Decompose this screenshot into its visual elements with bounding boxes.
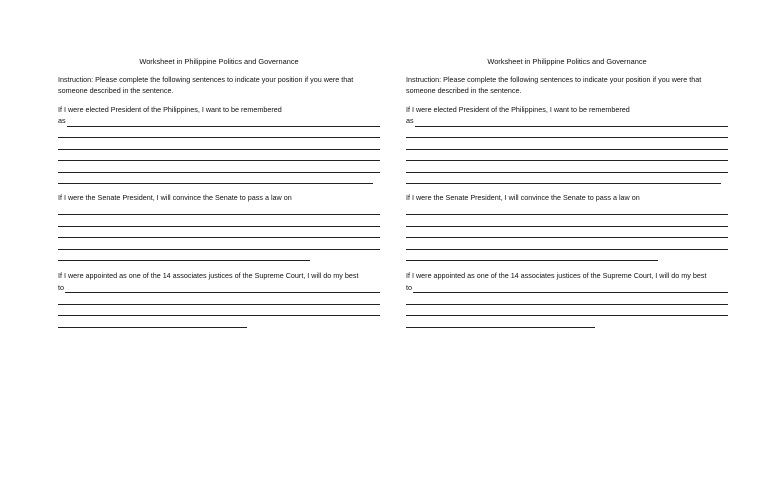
answer-line[interactable] — [58, 293, 380, 305]
answer-line[interactable] — [58, 127, 380, 139]
worksheet-left — [58, 56, 380, 328]
answer-line[interactable] — [406, 250, 658, 262]
answer-line[interactable] — [58, 150, 380, 162]
answer-line-lead[interactable] — [406, 115, 728, 127]
question-supreme-court: If I were appointed as one of the 14 associates justices of the Supreme Court, I will do my best — [58, 271, 359, 280]
answer-line[interactable] — [406, 305, 728, 317]
answer-line[interactable] — [406, 293, 728, 305]
answer-line[interactable] — [58, 173, 373, 185]
answer-line[interactable] — [406, 215, 728, 227]
answer-line[interactable] — [406, 150, 728, 162]
answer-line[interactable] — [406, 138, 728, 150]
worksheet-title: Worksheet in Philippine Politics and Governance — [139, 57, 299, 66]
answer-line[interactable] — [65, 283, 380, 293]
answer-line[interactable] — [58, 161, 380, 173]
answer-line-lead[interactable] — [58, 115, 380, 127]
answer-line[interactable] — [406, 316, 595, 328]
question-senate: If I were the Senate President, I will convince the Senate to pass a law on — [58, 193, 292, 202]
answer-lead-text: as — [406, 116, 414, 125]
instruction-text: Instruction: Please complete the following sentences to indicate your position if you were that someone described in the sentence. — [406, 74, 702, 95]
answer-line[interactable] — [58, 204, 380, 216]
answer-lead-text: to — [406, 282, 412, 292]
answer-line[interactable] — [413, 283, 728, 293]
answer-line-lead[interactable] — [406, 282, 728, 294]
answer-line[interactable] — [58, 305, 380, 317]
answer-lead-text: as — [58, 116, 66, 125]
answer-line[interactable] — [58, 250, 310, 262]
answer-line[interactable] — [58, 227, 380, 239]
answer-line-lead[interactable] — [58, 282, 380, 294]
answer-line[interactable] — [406, 161, 728, 173]
question-senate: If I were the Senate President, I will convince the Senate to pass a law on — [406, 193, 640, 202]
answer-line[interactable] — [406, 173, 721, 185]
question-president: If I were elected President of the Philippines, I want to be remembered — [58, 104, 282, 114]
worksheet-title: Worksheet in Philippine Politics and Governance — [487, 57, 647, 66]
answer-line[interactable] — [406, 227, 728, 239]
answer-line[interactable] — [406, 238, 728, 250]
worksheet-right — [406, 56, 728, 328]
answer-line[interactable] — [58, 238, 380, 250]
answer-line[interactable] — [67, 117, 380, 127]
question-supreme-court: If I were appointed as one of the 14 associates justices of the Supreme Court, I will do my best — [406, 271, 707, 280]
answer-line[interactable] — [406, 127, 728, 139]
question-president: If I were elected President of the Philippines, I want to be remembered — [406, 104, 630, 114]
answer-line[interactable] — [406, 204, 728, 216]
answer-lead-text: to — [58, 282, 64, 292]
instruction-text: Instruction: Please complete the following sentences to indicate your position if you were that someone described in the sentence. — [58, 74, 354, 95]
answer-line[interactable] — [58, 316, 247, 328]
answer-line[interactable] — [58, 138, 380, 150]
answer-line[interactable] — [415, 117, 728, 127]
answer-line[interactable] — [58, 215, 380, 227]
